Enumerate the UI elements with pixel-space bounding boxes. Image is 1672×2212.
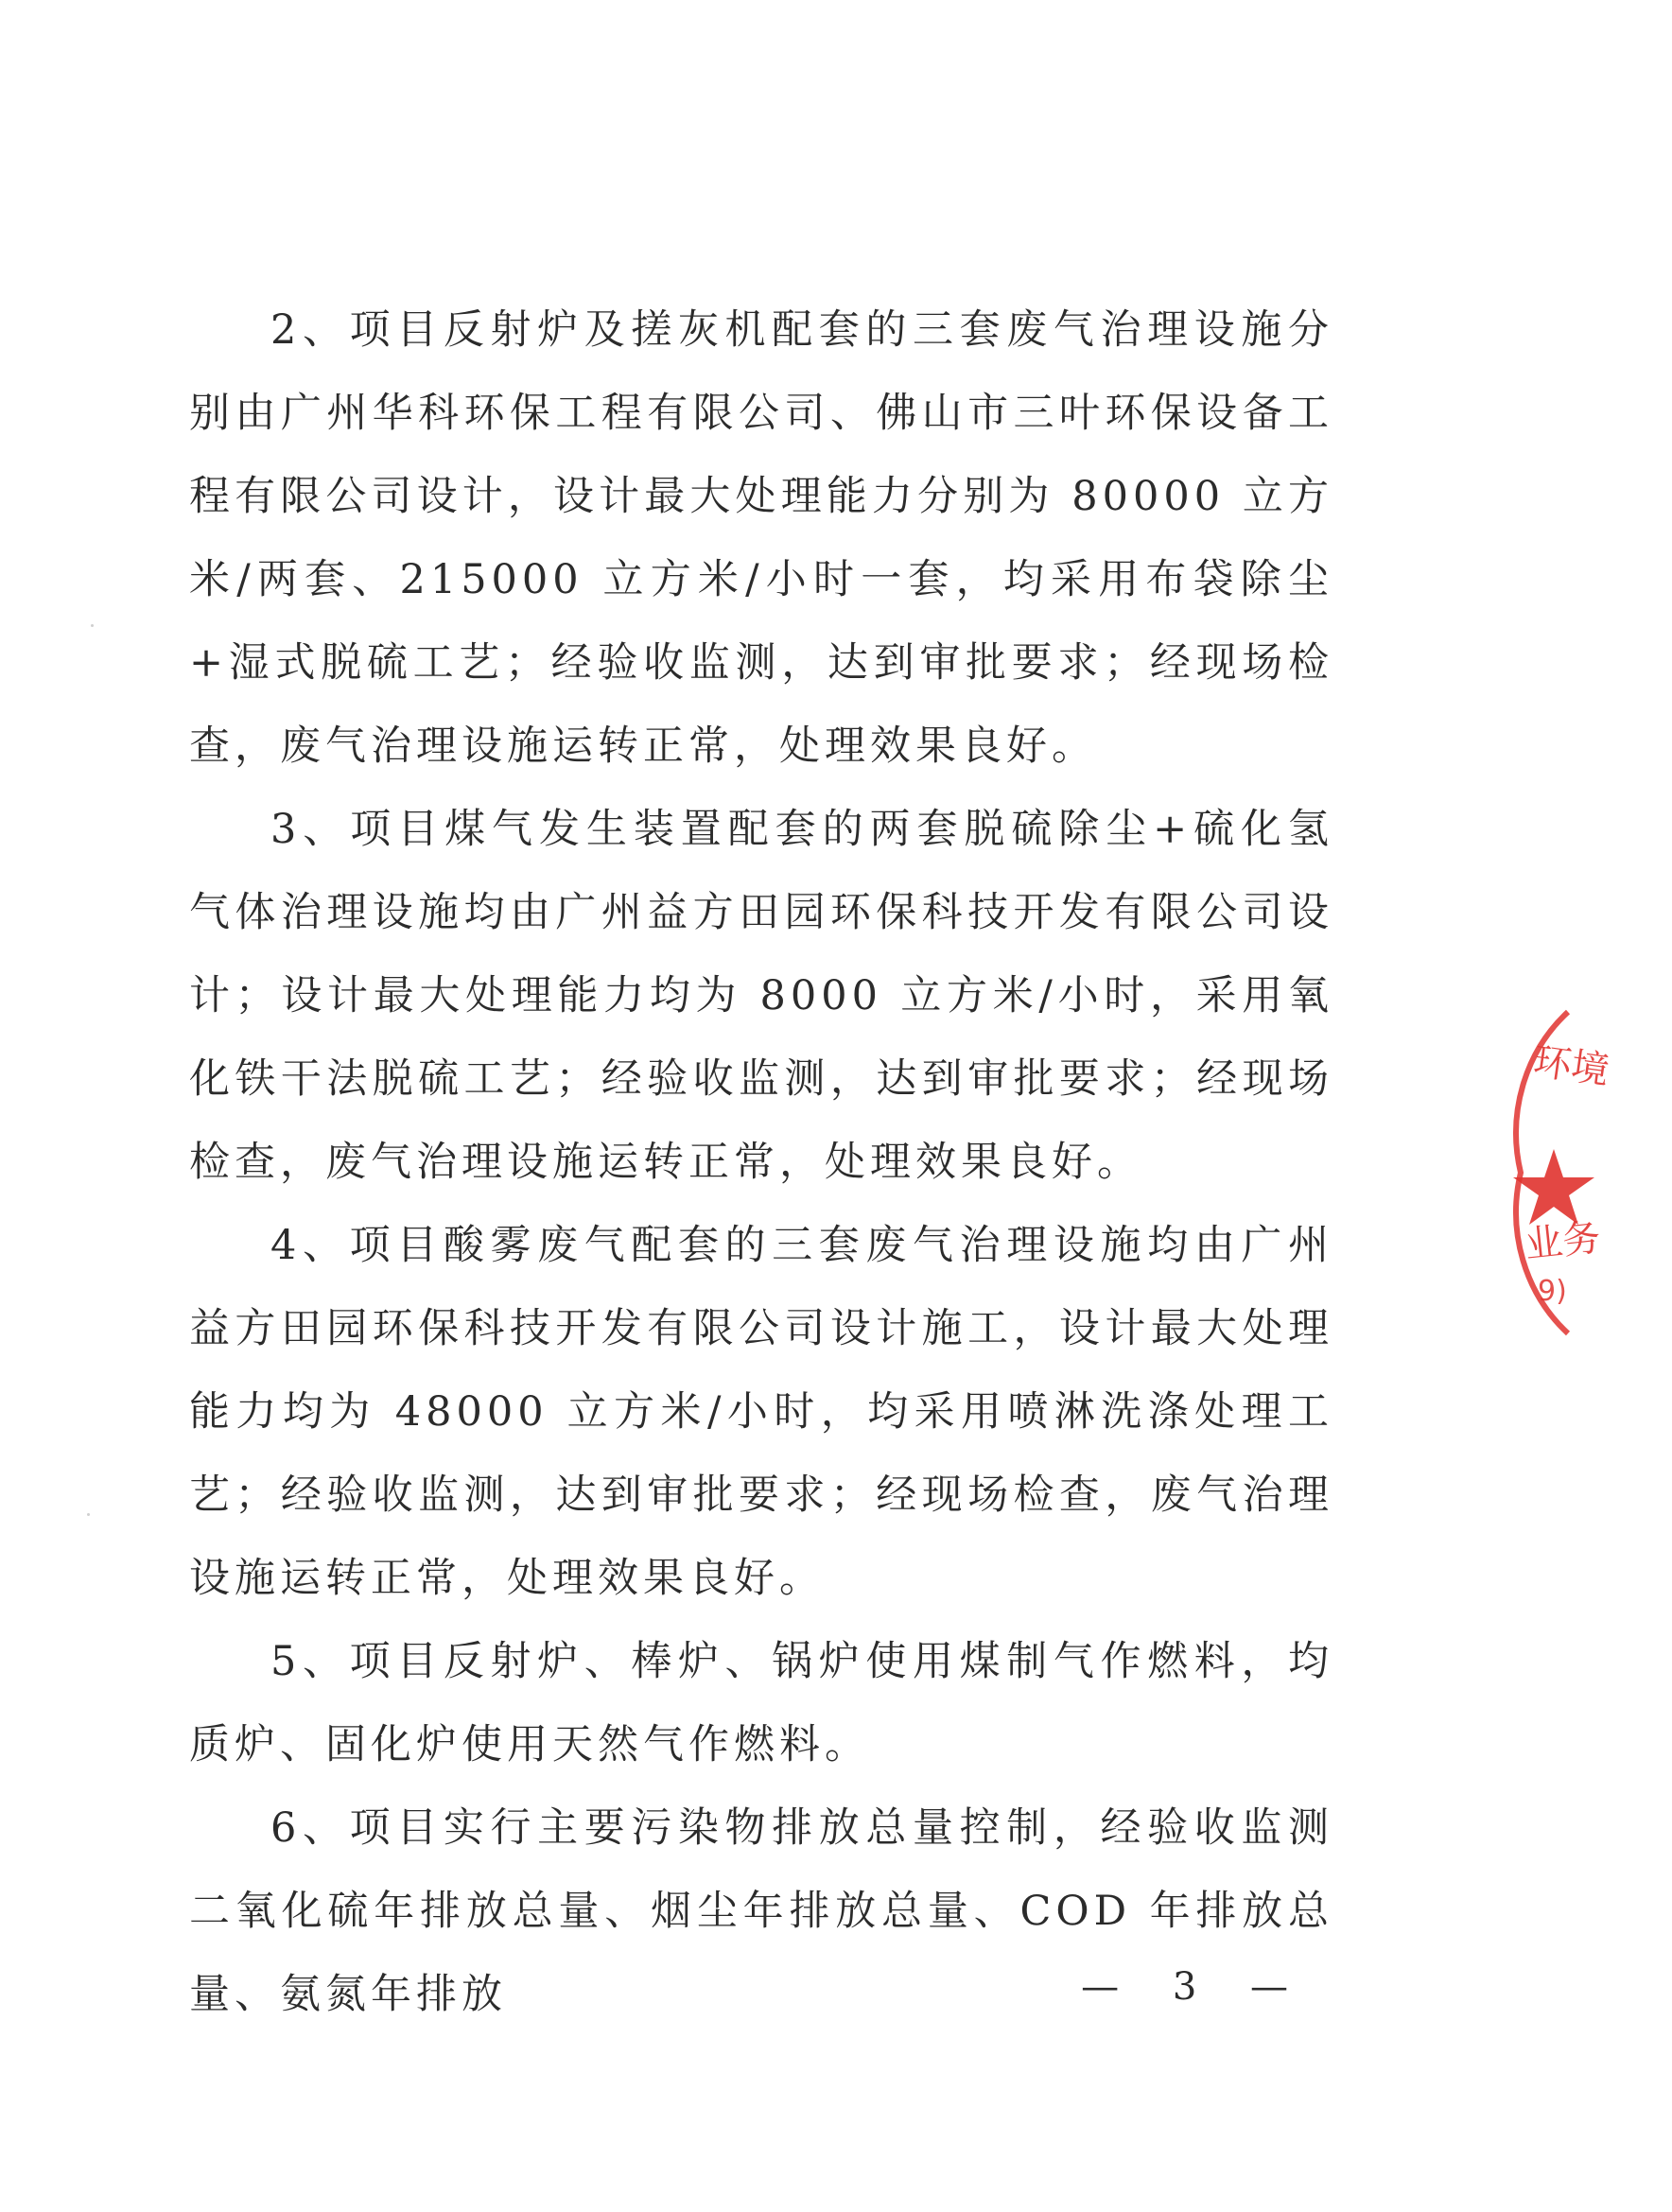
seal-text-top: 环境 (1530, 1039, 1612, 1094)
paragraph-4: 4、项目酸雾废气配套的三套废气治理设施均由广州益方田园环保科技开发有限公司设计施工，设计最大处理能力均为 48000 立方米/小时，均采用喷淋洗涤处理工艺；经验收监测，达到审批要求；经现场检查，废气治理设施运转正常，处理效果良好。 (189, 1222, 1333, 1602)
page-number: — 3 — (1081, 1965, 1309, 2009)
paragraph-2: 2、项目反射炉及搓灰机配套的三套废气治理设施分别由广州华科环保工程有限公司、佛山市三叶环保设备工程有限公司设计，设计最大处理能力分别为 80000 立方米/两套、215000 立方米/小时一套，均采用布袋除尘+湿式脱硫工艺；经验收监测，达到审批要求；经现场检查，废气治理设施运转正常，处理效果良好。 (189, 306, 1333, 770)
paragraph-3: 3、项目煤气发生装置配套的两套脱硫除尘+硫化氢气体治理设施均由广州益方田园环保科技开发有限公司设计；设计最大处理能力均为 8000 立方米/小时，采用氧化铁干法脱硫工艺；经验收监测，达到审批要求；经现场检查，废气治理设施运转正常，处理效果良好。 (189, 806, 1333, 1186)
official-seal-icon (1464, 984, 1672, 1343)
seal-text-bottom: 9) (1538, 1275, 1567, 1308)
seal-text-middle: 业务 (1523, 1215, 1603, 1267)
scan-speck (91, 624, 94, 627)
scan-speck (87, 1513, 90, 1516)
paragraph-6: 6、项目实行主要污染物排放总量控制，经验收监测二氧化硫年排放总量、烟尘年排放总量、COD 年排放总量、氨氮年排放 (189, 1804, 1333, 2018)
document-body (189, 288, 1333, 2036)
paragraph-5: 5、项目反射炉、棒炉、锅炉使用煤制气作燃料，均质炉、固化炉使用天然气作燃料。 (189, 1638, 1333, 1768)
